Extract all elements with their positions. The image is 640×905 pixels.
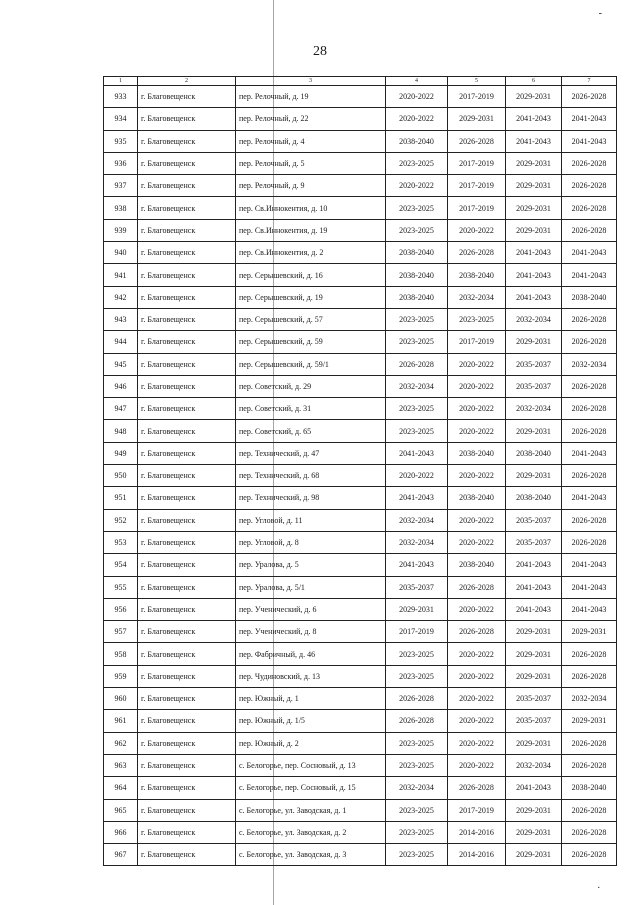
period-cell: 2026-2028 [562, 799, 617, 821]
period-cell: 2026-2028 [562, 308, 617, 330]
table-row [104, 420, 617, 442]
column-header: 3 [236, 77, 386, 86]
municipality-cell: г. Благовещенск [138, 420, 236, 442]
period-cell: 2020-2022 [448, 688, 506, 710]
period-cell: 2029-2031 [506, 152, 562, 174]
period-cell: 2035-2037 [506, 509, 562, 531]
row-number: 958 [104, 643, 138, 665]
period-cell: 2026-2028 [386, 353, 448, 375]
address-cell: пер. Южный, д. 2 [236, 732, 386, 754]
municipality-cell: г. Благовещенск [138, 442, 236, 464]
period-cell: 2038-2040 [506, 442, 562, 464]
period-cell: 2038-2040 [386, 286, 448, 308]
row-number: 942 [104, 286, 138, 308]
municipality-cell: г. Благовещенск [138, 286, 236, 308]
period-cell: 2041-2043 [506, 554, 562, 576]
row-number: 933 [104, 86, 138, 108]
period-cell: 2017-2019 [448, 799, 506, 821]
period-cell: 2041-2043 [506, 242, 562, 264]
table-row [104, 175, 617, 197]
row-number: 941 [104, 264, 138, 286]
row-number: 935 [104, 130, 138, 152]
period-cell: 2026-2028 [562, 465, 617, 487]
address-cell: пер. Св.Иннокентия, д. 10 [236, 197, 386, 219]
address-cell: с. Белогорье, пер. Сосновый, д. 13 [236, 754, 386, 776]
table-row [104, 576, 617, 598]
period-cell: 2029-2031 [506, 643, 562, 665]
period-cell: 2020-2022 [448, 398, 506, 420]
period-cell: 2032-2034 [506, 398, 562, 420]
row-number: 937 [104, 175, 138, 197]
address-cell: пер. Советский, д. 29 [236, 375, 386, 397]
column-header: 4 [386, 77, 448, 86]
row-number: 959 [104, 665, 138, 687]
address-cell: с. Белогорье, пер. Сосновый, д. 15 [236, 777, 386, 799]
table-row [104, 688, 617, 710]
period-cell: 2038-2040 [448, 264, 506, 286]
row-number: 964 [104, 777, 138, 799]
period-cell: 2026-2028 [448, 242, 506, 264]
period-cell: 2023-2025 [386, 754, 448, 776]
municipality-cell: г. Благовещенск [138, 754, 236, 776]
row-number: 956 [104, 598, 138, 620]
row-number: 953 [104, 531, 138, 553]
period-cell: 2041-2043 [562, 108, 617, 130]
period-cell: 2041-2043 [506, 108, 562, 130]
period-cell: 2038-2040 [562, 777, 617, 799]
period-cell: 2020-2022 [448, 219, 506, 241]
period-cell: 2041-2043 [506, 264, 562, 286]
period-cell: 2023-2025 [386, 799, 448, 821]
municipality-cell: г. Благовещенск [138, 554, 236, 576]
municipality-cell: г. Благовещенск [138, 576, 236, 598]
table-row [104, 398, 617, 420]
period-cell: 2026-2028 [562, 643, 617, 665]
period-cell: 2038-2040 [448, 554, 506, 576]
row-number: 936 [104, 152, 138, 174]
period-cell: 2026-2028 [562, 531, 617, 553]
row-number: 951 [104, 487, 138, 509]
municipality-cell: г. Благовещенск [138, 308, 236, 330]
period-cell: 2032-2034 [562, 688, 617, 710]
row-number: 950 [104, 465, 138, 487]
period-cell: 2032-2034 [386, 777, 448, 799]
period-cell: 2026-2028 [562, 754, 617, 776]
period-cell: 2035-2037 [506, 688, 562, 710]
period-cell: 2029-2031 [506, 86, 562, 108]
table-row [104, 710, 617, 732]
table-row [104, 598, 617, 620]
period-cell: 2026-2028 [448, 777, 506, 799]
period-cell: 2026-2028 [562, 732, 617, 754]
period-cell: 2041-2043 [562, 264, 617, 286]
table-row [104, 509, 617, 531]
row-number: 938 [104, 197, 138, 219]
table-row [104, 554, 617, 576]
period-cell: 2014-2016 [448, 844, 506, 866]
period-cell: 2020-2022 [448, 598, 506, 620]
row-number: 934 [104, 108, 138, 130]
municipality-cell: г. Благовещенск [138, 799, 236, 821]
period-cell: 2020-2022 [448, 732, 506, 754]
address-cell: пер. Релочный, д. 22 [236, 108, 386, 130]
municipality-cell: г. Благовещенск [138, 353, 236, 375]
municipality-cell: г. Благовещенск [138, 732, 236, 754]
table-row [104, 732, 617, 754]
period-cell: 2041-2043 [386, 554, 448, 576]
period-cell: 2017-2019 [448, 152, 506, 174]
row-number: 957 [104, 621, 138, 643]
period-cell: 2038-2040 [562, 286, 617, 308]
column-number-row [104, 77, 617, 86]
period-cell: 2020-2022 [448, 754, 506, 776]
table-row [104, 286, 617, 308]
period-cell: 2035-2037 [386, 576, 448, 598]
period-cell: 2023-2025 [386, 219, 448, 241]
address-cell: пер. Угловой, д. 11 [236, 509, 386, 531]
table-row [104, 264, 617, 286]
row-number: 944 [104, 331, 138, 353]
period-cell: 2029-2031 [506, 821, 562, 843]
address-cell: пер. Релочный, д. 19 [236, 86, 386, 108]
period-cell: 2038-2040 [386, 242, 448, 264]
municipality-cell: г. Благовещенск [138, 643, 236, 665]
row-number: 954 [104, 554, 138, 576]
row-number: 955 [104, 576, 138, 598]
period-cell: 2023-2025 [386, 665, 448, 687]
row-number: 966 [104, 821, 138, 843]
period-cell: 2041-2043 [506, 286, 562, 308]
row-number: 967 [104, 844, 138, 866]
table-row [104, 821, 617, 843]
row-number: 962 [104, 732, 138, 754]
municipality-cell: г. Благовещенск [138, 242, 236, 264]
address-cell: пер. Технический, д. 98 [236, 487, 386, 509]
municipality-cell: г. Благовещенск [138, 398, 236, 420]
period-cell: 2029-2031 [506, 175, 562, 197]
address-cell: пер. Серышевский, д. 59 [236, 331, 386, 353]
period-cell: 2023-2025 [386, 152, 448, 174]
period-cell: 2029-2031 [386, 598, 448, 620]
period-cell: 2041-2043 [506, 777, 562, 799]
row-number: 965 [104, 799, 138, 821]
period-cell: 2023-2025 [386, 398, 448, 420]
municipality-cell: г. Благовещенск [138, 844, 236, 866]
period-cell: 2041-2043 [562, 130, 617, 152]
period-cell: 2026-2028 [562, 509, 617, 531]
period-cell: 2029-2031 [506, 219, 562, 241]
period-cell: 2020-2022 [386, 175, 448, 197]
period-cell: 2014-2016 [448, 821, 506, 843]
period-cell: 2041-2043 [562, 242, 617, 264]
row-number: 947 [104, 398, 138, 420]
period-cell: 2020-2022 [448, 465, 506, 487]
period-cell: 2026-2028 [562, 219, 617, 241]
period-cell: 2032-2034 [506, 754, 562, 776]
corner-mark-bottom: . [597, 880, 600, 891]
municipality-cell: г. Благовещенск [138, 86, 236, 108]
address-cell: пер. Чудиновский, д. 13 [236, 665, 386, 687]
period-cell: 2026-2028 [448, 621, 506, 643]
period-cell: 2026-2028 [562, 821, 617, 843]
table-row [104, 308, 617, 330]
table-row [104, 465, 617, 487]
address-cell: пер. Технический, д. 68 [236, 465, 386, 487]
address-cell: пер. Серышевский, д. 57 [236, 308, 386, 330]
period-cell: 2029-2031 [506, 665, 562, 687]
municipality-cell: г. Благовещенск [138, 331, 236, 353]
table-row [104, 844, 617, 866]
period-cell: 2038-2040 [386, 264, 448, 286]
period-cell: 2032-2034 [562, 353, 617, 375]
table-row [104, 152, 617, 174]
period-cell: 2038-2040 [448, 487, 506, 509]
period-cell: 2038-2040 [506, 487, 562, 509]
address-cell: пер. Советский, д. 65 [236, 420, 386, 442]
row-number: 940 [104, 242, 138, 264]
address-cell: пер. Ученический, д. 8 [236, 621, 386, 643]
period-cell: 2020-2022 [448, 375, 506, 397]
period-cell: 2029-2031 [506, 420, 562, 442]
period-cell: 2035-2037 [506, 353, 562, 375]
column-header: 5 [448, 77, 506, 86]
period-cell: 2038-2040 [386, 130, 448, 152]
period-cell: 2029-2031 [506, 331, 562, 353]
period-cell: 2023-2025 [386, 821, 448, 843]
municipality-cell: г. Благовещенск [138, 710, 236, 732]
address-cell: пер. Релочный, д. 9 [236, 175, 386, 197]
period-cell: 2017-2019 [448, 86, 506, 108]
period-cell: 2026-2028 [562, 197, 617, 219]
row-number: 945 [104, 353, 138, 375]
table-row [104, 531, 617, 553]
corner-mark-top: - [598, 8, 602, 19]
table-row [104, 197, 617, 219]
period-cell: 2020-2022 [448, 531, 506, 553]
period-cell: 2041-2043 [562, 554, 617, 576]
period-cell: 2032-2034 [506, 308, 562, 330]
period-cell: 2029-2031 [506, 844, 562, 866]
address-cell: пер. Св.Иннокентия, д. 19 [236, 219, 386, 241]
address-cell: с. Белогорье, ул. Заводская, д. 3 [236, 844, 386, 866]
municipality-cell: г. Благовещенск [138, 108, 236, 130]
table-row [104, 86, 617, 108]
period-cell: 2026-2028 [562, 152, 617, 174]
period-cell: 2017-2019 [448, 197, 506, 219]
period-cell: 2035-2037 [506, 375, 562, 397]
municipality-cell: г. Благовещенск [138, 665, 236, 687]
period-cell: 2026-2028 [562, 331, 617, 353]
municipality-cell: г. Благовещенск [138, 152, 236, 174]
table-row [104, 219, 617, 241]
period-cell: 2041-2043 [386, 487, 448, 509]
table-row [104, 108, 617, 130]
row-number: 952 [104, 509, 138, 531]
period-cell: 2041-2043 [506, 576, 562, 598]
table-row [104, 799, 617, 821]
row-number: 961 [104, 710, 138, 732]
period-cell: 2020-2022 [448, 509, 506, 531]
table-row [104, 487, 617, 509]
row-number: 948 [104, 420, 138, 442]
address-cell: пер. Серышевский, д. 59/1 [236, 353, 386, 375]
municipality-cell: г. Благовещенск [138, 219, 236, 241]
period-cell: 2023-2025 [448, 308, 506, 330]
period-cell: 2041-2043 [506, 598, 562, 620]
column-header: 6 [506, 77, 562, 86]
period-cell: 2032-2034 [448, 286, 506, 308]
address-cell: с. Белогорье, ул. Заводская, д. 2 [236, 821, 386, 843]
period-cell: 2032-2034 [386, 531, 448, 553]
row-number: 960 [104, 688, 138, 710]
address-cell: пер. Южный, д. 1/5 [236, 710, 386, 732]
period-cell: 2026-2028 [562, 86, 617, 108]
table-row [104, 754, 617, 776]
address-cell: пер. Серышевский, д. 16 [236, 264, 386, 286]
period-cell: 2026-2028 [562, 398, 617, 420]
table-row [104, 442, 617, 464]
table-row [104, 777, 617, 799]
table-row [104, 665, 617, 687]
table-row [104, 331, 617, 353]
period-cell: 2026-2028 [562, 844, 617, 866]
period-cell: 2032-2034 [386, 375, 448, 397]
municipality-cell: г. Благовещенск [138, 621, 236, 643]
table-row [104, 130, 617, 152]
period-cell: 2041-2043 [562, 442, 617, 464]
address-cell: пер. Ученический, д. 6 [236, 598, 386, 620]
registry-table [103, 76, 617, 866]
table-row [104, 353, 617, 375]
row-number: 939 [104, 219, 138, 241]
period-cell: 2029-2031 [562, 710, 617, 732]
period-cell: 2020-2022 [448, 420, 506, 442]
municipality-cell: г. Благовещенск [138, 175, 236, 197]
period-cell: 2023-2025 [386, 420, 448, 442]
address-cell: пер. Св.Иннокентия, д. 2 [236, 242, 386, 264]
period-cell: 2035-2037 [506, 531, 562, 553]
period-cell: 2026-2028 [386, 710, 448, 732]
period-cell: 2026-2028 [562, 175, 617, 197]
table-row [104, 621, 617, 643]
municipality-cell: г. Благовещенск [138, 487, 236, 509]
table-row [104, 375, 617, 397]
column-header: 1 [104, 77, 138, 86]
address-cell: пер. Уралова, д. 5 [236, 554, 386, 576]
period-cell: 2035-2037 [506, 710, 562, 732]
period-cell: 2029-2031 [562, 621, 617, 643]
row-number: 963 [104, 754, 138, 776]
period-cell: 2023-2025 [386, 331, 448, 353]
municipality-cell: г. Благовещенск [138, 688, 236, 710]
address-cell: пер. Технический, д. 47 [236, 442, 386, 464]
period-cell: 2017-2019 [448, 175, 506, 197]
period-cell: 2020-2022 [448, 643, 506, 665]
municipality-cell: г. Благовещенск [138, 777, 236, 799]
period-cell: 2029-2031 [506, 465, 562, 487]
municipality-cell: г. Благовещенск [138, 531, 236, 553]
address-cell: пер. Южный, д. 1 [236, 688, 386, 710]
period-cell: 2032-2034 [386, 509, 448, 531]
period-cell: 2038-2040 [448, 442, 506, 464]
period-cell: 2041-2043 [386, 442, 448, 464]
municipality-cell: г. Благовещенск [138, 821, 236, 843]
page-number: 28 [313, 44, 327, 59]
column-header: 7 [562, 77, 617, 86]
table-row [104, 643, 617, 665]
column-header: 2 [138, 77, 236, 86]
period-cell: 2029-2031 [506, 799, 562, 821]
period-cell: 2026-2028 [448, 130, 506, 152]
address-cell: пер. Уралова, д. 5/1 [236, 576, 386, 598]
period-cell: 2020-2022 [386, 465, 448, 487]
period-cell: 2029-2031 [506, 732, 562, 754]
period-cell: 2029-2031 [506, 621, 562, 643]
municipality-cell: г. Благовещенск [138, 509, 236, 531]
period-cell: 2023-2025 [386, 844, 448, 866]
row-number: 949 [104, 442, 138, 464]
period-cell: 2029-2031 [506, 197, 562, 219]
address-cell: пер. Релочный, д. 4 [236, 130, 386, 152]
address-cell: пер. Релочный, д. 5 [236, 152, 386, 174]
period-cell: 2020-2022 [448, 665, 506, 687]
address-cell: пер. Советский, д. 31 [236, 398, 386, 420]
period-cell: 2023-2025 [386, 197, 448, 219]
period-cell: 2020-2022 [448, 353, 506, 375]
period-cell: 2023-2025 [386, 732, 448, 754]
period-cell: 2026-2028 [448, 576, 506, 598]
row-number: 946 [104, 375, 138, 397]
period-cell: 2020-2022 [448, 710, 506, 732]
period-cell: 2026-2028 [562, 420, 617, 442]
period-cell: 2029-2031 [448, 108, 506, 130]
municipality-cell: г. Благовещенск [138, 375, 236, 397]
address-cell: пер. Серышевский, д. 19 [236, 286, 386, 308]
municipality-cell: г. Благовещенск [138, 598, 236, 620]
period-cell: 2017-2019 [386, 621, 448, 643]
period-cell: 2023-2025 [386, 643, 448, 665]
period-cell: 2020-2022 [386, 108, 448, 130]
period-cell: 2041-2043 [562, 576, 617, 598]
period-cell: 2020-2022 [386, 86, 448, 108]
municipality-cell: г. Благовещенск [138, 465, 236, 487]
period-cell: 2026-2028 [562, 375, 617, 397]
row-number: 943 [104, 308, 138, 330]
period-cell: 2041-2043 [562, 487, 617, 509]
address-cell: пер. Фабричный, д. 46 [236, 643, 386, 665]
municipality-cell: г. Благовещенск [138, 197, 236, 219]
period-cell: 2026-2028 [386, 688, 448, 710]
municipality-cell: г. Благовещенск [138, 264, 236, 286]
period-cell: 2026-2028 [562, 665, 617, 687]
table-row [104, 242, 617, 264]
address-cell: пер. Угловой, д. 8 [236, 531, 386, 553]
period-cell: 2041-2043 [562, 598, 617, 620]
period-cell: 2041-2043 [506, 130, 562, 152]
municipality-cell: г. Благовещенск [138, 130, 236, 152]
period-cell: 2017-2019 [448, 331, 506, 353]
address-cell: с. Белогорье, ул. Заводская, д. 1 [236, 799, 386, 821]
period-cell: 2023-2025 [386, 308, 448, 330]
